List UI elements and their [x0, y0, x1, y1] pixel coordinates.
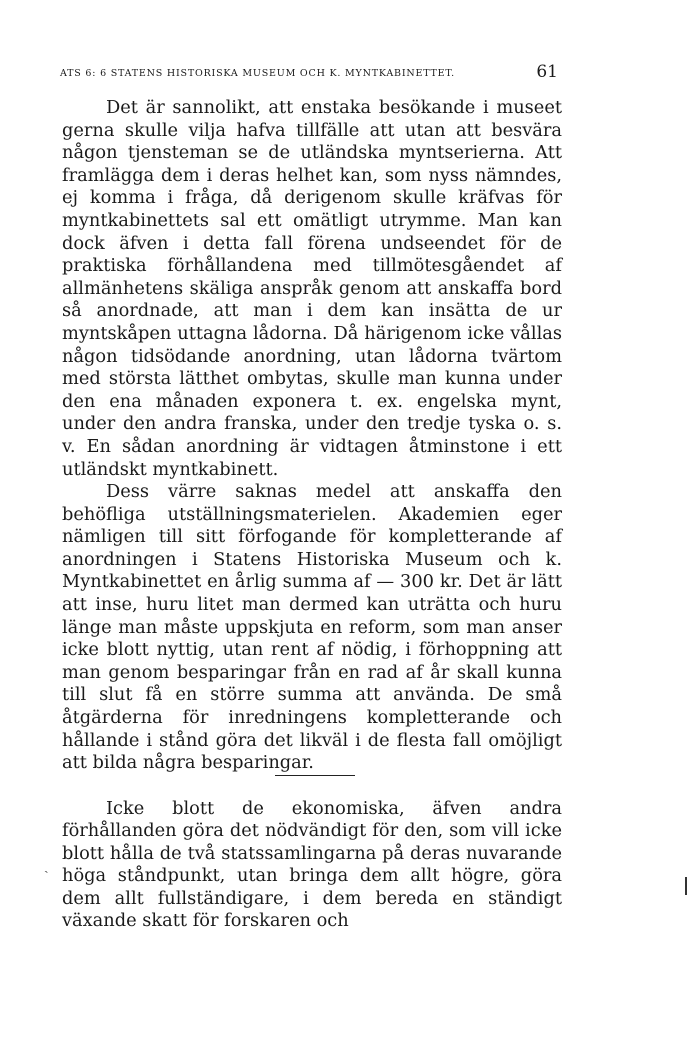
paragraph-lack-of-funds: Dess värre saknas medel att anskaffa den behöfliga utställningsmaterielen. Akademien eger nämligen till sitt förfogande för kompletterande af anordningen i Statens Historiska Museum och k. Myntkabinettet en årlig summa af — 300 kr. Det är lätt att inse, huru litet man dermed kan uträtta och huru länge man måste uppskjuta en reform, som man anser icke blott nyttig, utan rent af nödig, i förhoppning att man genom besparingar från en rad af år skall kunna till slut få en större summa att använda. De små åtgärderna för inredningens kompletterande och hållande i stånd göra det likväl i de flesta fall omöjligt att bilda några besparingar. — [62, 481, 562, 774]
page-header — [60, 62, 558, 82]
section-divider — [275, 775, 355, 776]
running-title: ATS 6: 6 STATENS HISTORISKA MUSEUM OCH K. MYNTKABINETTET. — [60, 68, 455, 79]
margin-mark: ˏ — [44, 858, 49, 874]
paragraph-museum-visitors: Det är sannolikt, att enstaka besökande i museet gerna skulle vilja hafva tillfälle att utan att besvära någon tjensteman se de utländska myntserierna. Att framlägga dem i deras helhet kan, som nyss nämndes, ej komma i fråga, då derigenom skulle kräfvas för myntkabinettets sal ett omätligt utrymme. Man kan dock äfven i detta fall förena undseendet för de praktiska förhållandena med tillmötesgåendet af allmänhetens skäliga anspråk genom att anskaffa bord så anordnade, att man i dem kan insätta de ur myntskåpen uttagna lådorna. Då härigenom icke vållas någon tidsödande anordning, utan lådorna tvärtom med största lätthet ombytas, skulle man kunna under den ena månaden exponera t. ex. engelska mynt, under den andra franska, under den tredje tyska o. s. v. En sådan anordning är vidtagen åtminstone i ett utländskt myntkabinett. — [62, 97, 562, 480]
text-block-upper — [62, 97, 562, 775]
paragraph-other-conditions: Icke blott de ekonomiska, äfven andra förhållanden göra det nödvändigt för den, som vill icke blott hålla de två statssamlingarna på deras nuvarande höga ståndpunkt, utan bringa dem allt högre, göra dem allt fullständigare, i dem bereda en ständigt växande skatt för forskaren och — [62, 798, 562, 932]
edge-mark — [685, 877, 687, 895]
text-block-lower — [62, 798, 562, 932]
page-number: 61 — [536, 62, 558, 82]
